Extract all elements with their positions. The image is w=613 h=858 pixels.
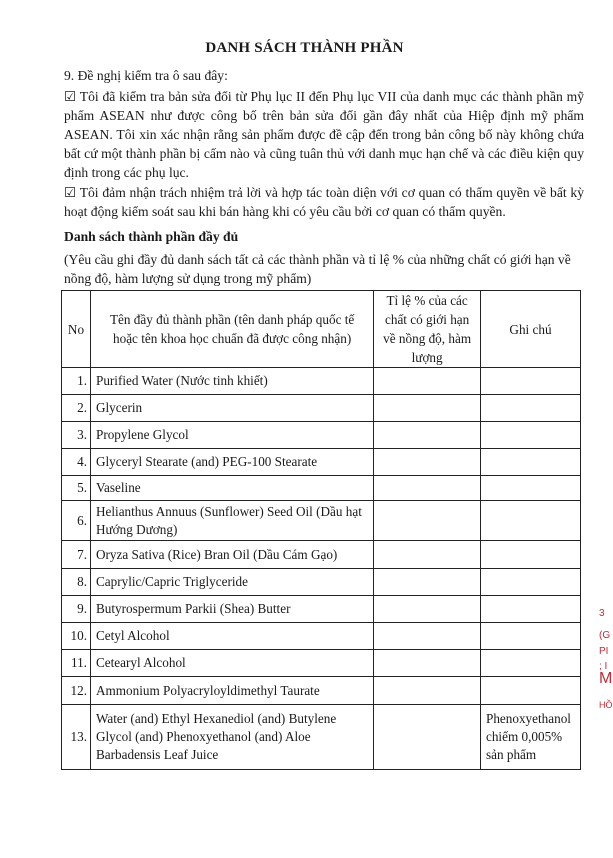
ingredient-note [480,501,580,541]
row-number: 11. [62,650,91,677]
table-row [62,541,581,569]
ingredient-note [480,623,580,650]
stamp-edge-fragment: (G [599,630,611,641]
row-number: 1. [62,368,91,395]
table-row [62,650,581,677]
header-no: No [62,291,91,368]
ingredient-name: Helianthus Annuus (Sunflower) Seed Oil (Dầu hạt Hướng Dương) [90,501,373,541]
table-row [62,501,581,541]
ingredient-name: Glycerin [90,395,373,422]
ingredient-name: Purified Water (Nước tinh khiết) [90,368,373,395]
table-row [62,596,581,623]
ingredient-note [480,677,580,705]
table-row [62,677,581,705]
row-number: 3. [62,422,91,449]
ingredient-note [480,422,580,449]
table-row [62,569,581,596]
ingredient-name: Cetearyl Alcohol [90,650,373,677]
stamp-edge-fragment: ; I [599,661,608,672]
ingredient-ratio [374,501,481,541]
row-number: 2. [62,395,91,422]
table-row [62,368,581,395]
ingredient-note [480,650,580,677]
row-number: 7. [62,541,91,569]
row-number: 8. [62,569,91,596]
ingredient-ratio [374,368,481,395]
row-number: 5. [62,476,91,501]
stamp-edge-fragment: 3 [599,608,605,619]
checkbox-statement-annex: ☑ Tôi đã kiểm tra bản sửa đổi từ Phụ lục II đến Phụ lục VII của danh mục các thành phần mỹ phẩm ASEAN như được công bố trên bản sửa đổi gần đây nhất của Hiệp định mỹ phẩm ASEAN. Tôi xin xác nhận rằng sản phẩm được đề cập đến trong bản công bố này không chứa bất cứ một thành phần bị cấm nào và cũng tuân thủ với danh mục hạn chế và các điều kiện quy định trong các phụ lục. [64,89,584,180]
ingredient-ratio [374,449,481,476]
stamp-edge-fragment: PI [599,646,609,657]
stamp-edge-fragment: HỒ [599,700,613,710]
checkbox-statement-responsibility: ☑ Tôi đảm nhận trách nhiệm trả lời và hợp tác toàn diện với cơ quan có thẩm quyền về bất kỳ hoạt động kiểm soát sau khi bán hàng khi có yêu cầu bởi cơ quan có thẩm quyền. [64,185,584,219]
row-number: 13. [62,705,91,770]
ingredient-name: Butyrospermum Parkii (Shea) Butter [90,596,373,623]
row-number: 4. [62,449,91,476]
ingredient-name: Vaseline [90,476,373,501]
ingredient-name: Glyceryl Stearate (and) PEG-100 Stearate [90,449,373,476]
ingredient-list-heading: Danh sách thành phần đầy đủ [64,229,239,244]
ingredient-ratio [374,569,481,596]
ingredient-note [480,395,580,422]
document-title: DANH SÁCH THÀNH PHẦN [205,40,404,56]
ingredient-note [480,449,580,476]
table-row [62,476,581,501]
table-row [62,623,581,650]
ingredient-note [480,596,580,623]
ingredient-ratio [374,476,481,501]
ingredient-ratio [374,596,481,623]
ingredient-name: Oryza Sativa (Rice) Bran Oil (Dầu Cám Gạo) [90,541,373,569]
ingredient-ratio [374,541,481,569]
ingredient-table [61,290,581,770]
ingredient-name: Cetyl Alcohol [90,623,373,650]
ingredient-list-note: (Yêu cầu ghi đầy đủ danh sách tất cả các thành phần và tỉ lệ % của những chất có giới hạn về nồng độ, hàm lượng sử dụng trong mỹ phẩm) [64,252,571,286]
stamp-edge-fragment: M [599,670,613,687]
table-row [62,395,581,422]
ingredient-name: Caprylic/Capric Triglyceride [90,569,373,596]
ingredient-ratio [374,623,481,650]
row-number: 6. [62,501,91,541]
table-header-row [62,291,581,368]
row-number: 10. [62,623,91,650]
ingredient-note [480,569,580,596]
ingredient-note [480,476,580,501]
ingredient-name: Water (and) Ethyl Hexanediol (and) Butylene Glycol (and) Phenoxyethanol (and) Aloe Barbadensis Leaf Juice [90,705,373,770]
ingredient-name: Propylene Glycol [90,422,373,449]
header-ingredient-name: Tên đầy đủ thành phần (tên danh pháp quốc tế hoặc tên khoa học chuẩn đã được công nhận) [90,291,373,368]
ingredient-note [480,541,580,569]
ingredient-ratio [374,677,481,705]
row-number: 9. [62,596,91,623]
row-number: 12. [62,677,91,705]
table-row [62,449,581,476]
ingredient-ratio [374,650,481,677]
header-note: Ghi chú [480,291,580,368]
ingredient-note: Phenoxyethanol chiếm 0,005% sản phẩm [480,705,580,770]
table-row [62,705,581,770]
header-ratio: Tỉ lệ % của các chất có giới hạn về nồng độ, hàm lượng [374,291,481,368]
section-9-label: 9. Đề nghị kiểm tra ô sau đây: [64,68,228,83]
ingredient-note [480,368,580,395]
ingredient-ratio [374,705,481,770]
table-row [62,422,581,449]
ingredient-ratio [374,395,481,422]
ingredient-ratio [374,422,481,449]
ingredient-name: Ammonium Polyacryloyldimethyl Taurate [90,677,373,705]
